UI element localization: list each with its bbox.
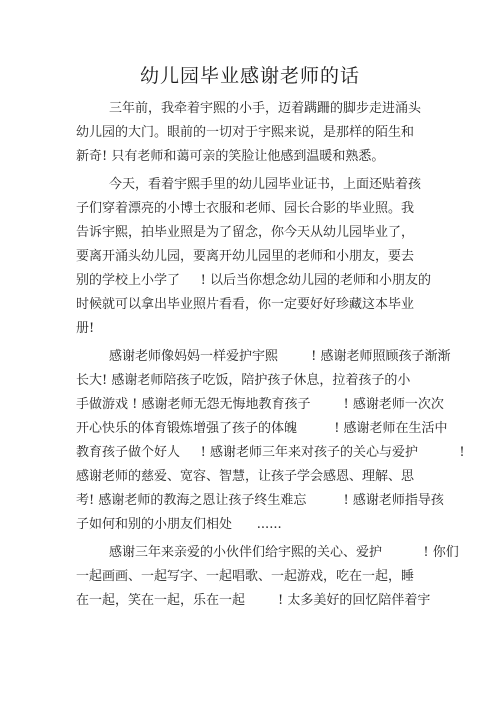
text-line: 子如何和别的小朋友们相处 ...... [76, 517, 282, 532]
paragraph-4 [76, 541, 459, 613]
text-line: 开心快乐的体育锻炼增强了孩子的体魄 ! 感谢老师在生活中 [76, 421, 448, 436]
document-title: 幼儿园毕业感谢老师的话 [139, 65, 360, 87]
text-line: 幼儿园的大门。眼前的一切对于宇熙来说，是那样的陌生和 [76, 125, 415, 140]
text-line: 今天，看着宇熙手里的幼儿园毕业证书，上面还贴着孩 [76, 177, 422, 192]
text-line: 感谢三年来亲爱的小伙伴们给宇熙的关心、爱护 ! 你们 [76, 545, 459, 560]
text-line: 时候就可以拿出毕业照片看看，你一定要好好珍藏这本毕业 [76, 297, 415, 312]
text-line: 长大! 感谢老师陪孩子吃饭，陪护孩子休息，拉着孩子的小 [76, 373, 411, 388]
text-line: 要离开涌头幼儿园，要离开幼儿园里的老师和小朋友，要去 [76, 249, 415, 264]
paragraph-1 [76, 97, 436, 169]
text-line: 子们穿着漂亮的小博士衣服和老师、园长合影的毕业照。我 [76, 201, 415, 216]
text-line: 新奇! 只有老师和蔼可亲的笑脸让他感到温暖和熟悉。 [76, 149, 385, 164]
text-line: 三年前，我牵着宇熙的小手，迈着蹒跚的脚步走进涌头 [76, 101, 422, 116]
text-line: 册! [76, 321, 95, 336]
text-line: 告诉宇熙，拍毕业照是为了留念，你今天从幼儿园毕业了， [76, 225, 415, 240]
text-line: 一起画画、一起写字、一起唱歌、一起游戏，吃在一起，睡 [76, 569, 415, 584]
text-line: 感谢老师像妈妈一样爱护宇熙 ! 感谢老师照顾孩子渐渐 [76, 349, 451, 364]
text-line: 教育孩子做个好人 ! 感谢老师三年来对孩子的关心与爱护 ! [76, 445, 465, 460]
document-body [76, 97, 465, 613]
paragraph-2 [76, 173, 436, 341]
text-line: 考! 感谢老师的教海之恩让孩子终生难忘 ! 感谢老师指导孩 [76, 493, 444, 508]
text-line: 别的学校上小学了 ! 以后当你想念幼儿园的老师和小朋友的 [76, 273, 432, 288]
text-line: 手做游戏 ! 感谢老师无怨无悔地教育孩子 ! 感谢老师一次次 [76, 397, 444, 412]
paragraph-3 [76, 345, 465, 537]
text-line: 感谢老师的慈爱、宽容、智慧，让孩子学会感恩、理解、思 [76, 469, 415, 484]
text-line: 在一起，笑在一起，乐在一起 ! 太多美好的回忆陪伴着宇 [76, 593, 431, 608]
